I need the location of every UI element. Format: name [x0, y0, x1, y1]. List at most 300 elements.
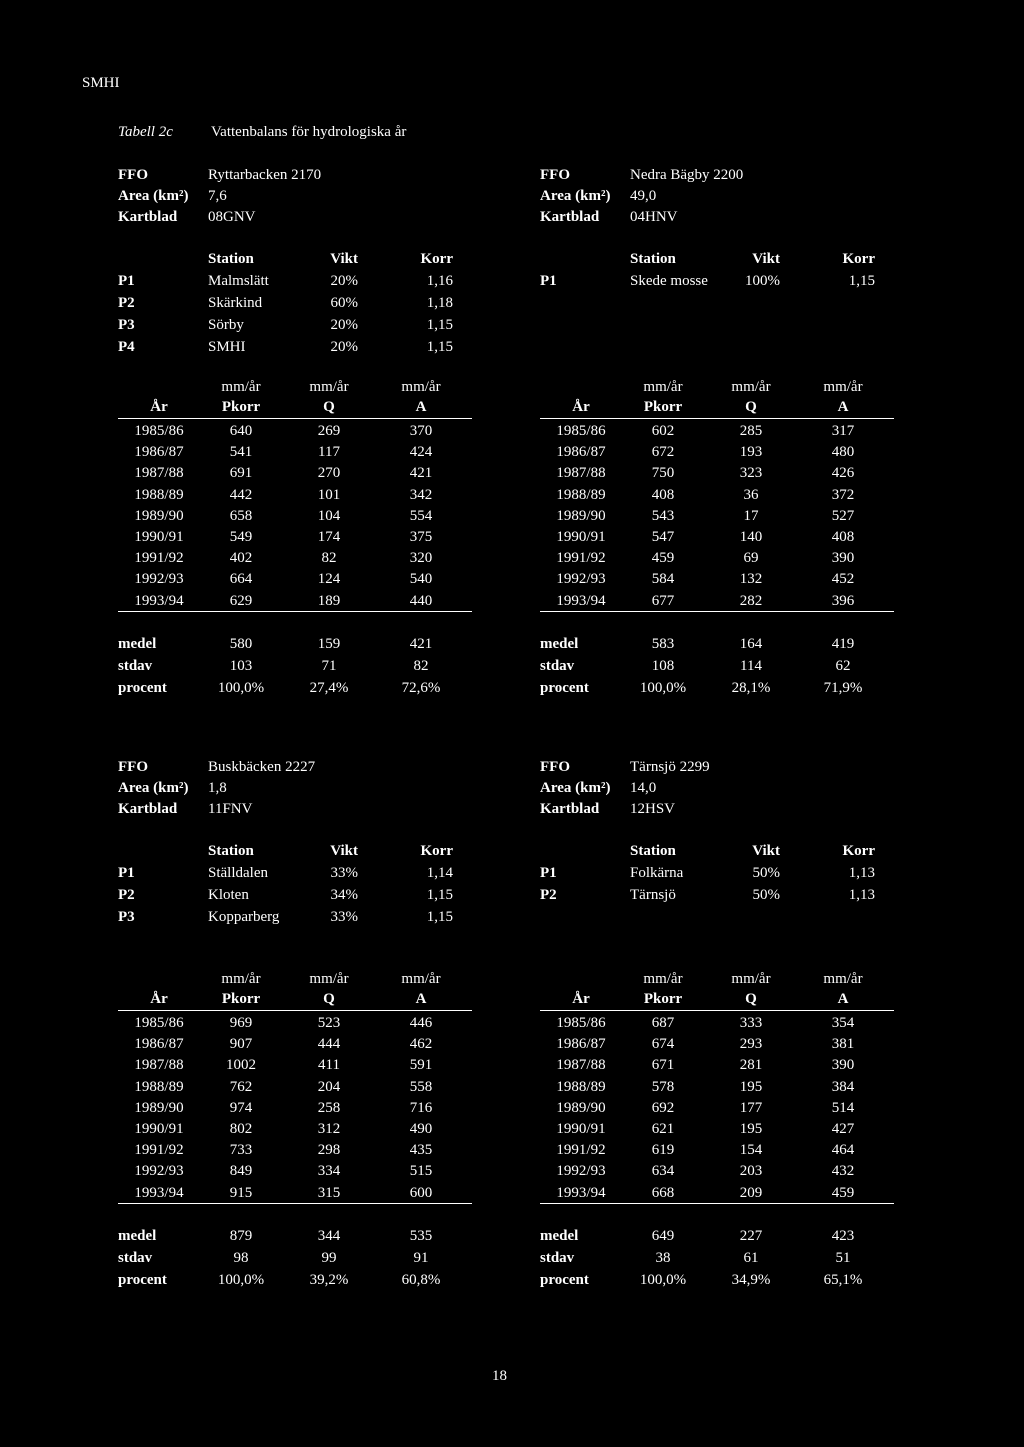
value-cell: 640 — [229, 423, 253, 439]
value-cell: 258 — [317, 1099, 341, 1116]
station-id: P1 — [118, 273, 135, 289]
station-header: Station — [630, 251, 676, 267]
value-cell: 370 — [409, 423, 433, 439]
year-cell: 1985/86 — [134, 423, 184, 439]
year-cell: 1987/88 — [134, 465, 184, 482]
value-cell: 381 — [831, 1036, 855, 1053]
value-cell: 298 — [317, 1142, 341, 1159]
value-cell: 427 — [831, 1121, 855, 1137]
page-number: 18 — [492, 1368, 507, 1384]
station-name: Kopparberg — [208, 909, 280, 925]
value-cell: 442 — [229, 486, 253, 503]
ffo-label: FFO — [118, 167, 148, 183]
korr-header: Korr — [420, 843, 453, 859]
unit-label: mm/år — [309, 971, 349, 987]
value-cell: 462 — [409, 1036, 433, 1053]
station-korr: 1,15 — [426, 909, 453, 925]
summary-label-stdav: stdav — [540, 657, 575, 674]
area-value: 7,6 — [208, 188, 227, 204]
summary-stdav-value: 98 — [233, 1249, 249, 1266]
summary-procent-value: 28,1% — [731, 679, 771, 696]
summary-label-procent: procent — [540, 679, 589, 696]
station-name: Folkärna — [630, 865, 684, 881]
summary-medel-value: 649 — [651, 1227, 675, 1244]
year-cell: 1990/91 — [556, 1121, 606, 1137]
header-rule — [118, 418, 472, 419]
station-name: Ställdalen — [208, 865, 268, 881]
value-cell: 342 — [409, 486, 433, 503]
station-korr: 1,14 — [426, 865, 453, 881]
footer-rule — [118, 611, 472, 612]
ffo-label: FFO — [540, 759, 570, 775]
value-cell: 969 — [229, 1015, 253, 1031]
station-name: Skärkind — [208, 295, 263, 311]
summary-stdav-value: 71 — [321, 657, 337, 674]
year-cell: 1987/88 — [556, 465, 606, 482]
kartblad-value: 12HSV — [630, 801, 676, 817]
value-cell: 674 — [651, 1036, 675, 1053]
summary-procent-value: 100,0% — [217, 679, 265, 696]
value-cell: 558 — [409, 1078, 433, 1095]
station-korr: 1,13 — [848, 887, 875, 903]
value-cell: 408 — [651, 486, 675, 503]
value-cell: 396 — [831, 592, 855, 609]
station-vikt: 50% — [752, 865, 780, 881]
year-cell: 1986/87 — [556, 1036, 606, 1053]
station-name: Malmslätt — [208, 273, 269, 289]
col-header-a: A — [415, 399, 427, 415]
summary-medel-value: 421 — [409, 635, 433, 652]
summary-label-stdav: stdav — [118, 657, 153, 674]
value-cell: 672 — [651, 444, 675, 461]
value-cell: 677 — [651, 592, 675, 609]
korr-header: Korr — [842, 843, 875, 859]
value-cell: 490 — [409, 1121, 433, 1137]
summary-medel-value: 164 — [739, 635, 763, 652]
value-cell: 269 — [317, 423, 341, 439]
value-cell: 849 — [229, 1163, 253, 1180]
station-id: P1 — [118, 865, 135, 881]
col-header-a: A — [837, 399, 849, 415]
unit-label: mm/år — [823, 971, 863, 987]
station-id: P2 — [118, 295, 135, 311]
year-cell: 1986/87 — [556, 444, 606, 461]
value-cell: 452 — [831, 571, 855, 588]
year-cell: 1990/91 — [134, 529, 184, 545]
summary-stdav-value: 103 — [229, 657, 253, 674]
ffo-label: FFO — [540, 167, 570, 183]
value-cell: 384 — [831, 1078, 855, 1095]
korr-header: Korr — [842, 251, 875, 267]
col-header-pkorr: Pkorr — [221, 399, 261, 415]
area-value: 49,0 — [630, 188, 657, 204]
value-cell: 1002 — [226, 1057, 256, 1074]
col-header-pkorr: Pkorr — [221, 991, 261, 1007]
vikt-header: Vikt — [330, 843, 358, 859]
year-cell: 1988/89 — [556, 486, 606, 503]
summary-procent-value: 34,9% — [731, 1271, 771, 1288]
value-cell: 390 — [831, 550, 855, 567]
col-header-ar: År — [572, 991, 590, 1007]
year-cell: 1986/87 — [134, 444, 184, 461]
value-cell: 402 — [229, 550, 253, 567]
header-rule — [118, 1010, 472, 1011]
value-cell: 323 — [739, 465, 763, 482]
summary-procent-value: 39,2% — [309, 1271, 349, 1288]
value-cell: 424 — [409, 444, 433, 461]
value-cell: 514 — [831, 1099, 855, 1116]
value-cell: 602 — [651, 423, 675, 439]
value-cell: 527 — [831, 507, 855, 524]
value-cell: 584 — [651, 571, 675, 588]
summary-label-stdav: stdav — [540, 1249, 575, 1266]
station-name: Skede mosse — [630, 273, 708, 289]
col-header-q: Q — [745, 399, 757, 415]
unit-label: mm/år — [731, 971, 771, 987]
value-cell: 619 — [651, 1142, 675, 1159]
korr-header: Korr — [420, 251, 453, 267]
unit-label: mm/år — [401, 379, 441, 395]
value-cell: 69 — [743, 550, 759, 567]
year-cell: 1989/90 — [134, 507, 184, 524]
kartblad-label: Kartblad — [118, 801, 178, 817]
station-name: Tärnsjö — [630, 887, 676, 903]
summary-stdav-value: 61 — [743, 1249, 759, 1266]
unit-label: mm/år — [221, 971, 261, 987]
station-korr: 1,18 — [426, 295, 453, 311]
value-cell: 82 — [321, 550, 337, 567]
value-cell: 658 — [229, 507, 253, 524]
unit-label: mm/år — [309, 379, 349, 395]
value-cell: 515 — [409, 1163, 433, 1180]
value-cell: 195 — [739, 1078, 763, 1095]
summary-label-stdav: stdav — [118, 1249, 153, 1266]
year-cell: 1985/86 — [556, 1015, 606, 1031]
col-header-ar: År — [572, 399, 590, 415]
station-vikt: 34% — [330, 887, 358, 903]
year-cell: 1985/86 — [134, 1015, 184, 1031]
value-cell: 687 — [651, 1015, 675, 1031]
value-cell: 36 — [743, 486, 759, 503]
summary-procent-value: 60,8% — [401, 1271, 441, 1288]
summary-procent-value: 72,6% — [401, 679, 441, 696]
value-cell: 411 — [318, 1057, 340, 1074]
year-cell: 1992/93 — [556, 571, 606, 588]
station-vikt: 33% — [330, 865, 358, 881]
year-cell: 1992/93 — [556, 1163, 606, 1180]
station-vikt: 20% — [330, 339, 358, 355]
value-cell: 907 — [229, 1036, 253, 1053]
col-header-pkorr: Pkorr — [643, 991, 683, 1007]
summary-medel-value: 583 — [651, 635, 675, 652]
summary-medel-value: 423 — [831, 1227, 855, 1244]
value-cell: 203 — [739, 1163, 763, 1180]
col-header-q: Q — [323, 399, 335, 415]
kartblad-value: 08GNV — [208, 209, 256, 225]
value-cell: 446 — [409, 1015, 433, 1031]
value-cell: 750 — [651, 465, 675, 482]
summary-label-procent: procent — [118, 1271, 167, 1288]
year-cell: 1988/89 — [134, 486, 184, 503]
col-header-a: A — [415, 991, 427, 1007]
summary-procent-value: 65,1% — [823, 1271, 863, 1288]
catchment-panel — [118, 758, 538, 1288]
unit-label: mm/år — [643, 379, 683, 395]
value-cell: 464 — [831, 1142, 855, 1159]
value-cell: 270 — [317, 465, 341, 482]
value-cell: 440 — [409, 592, 433, 609]
summary-stdav-value: 91 — [413, 1249, 429, 1266]
vikt-header: Vikt — [330, 251, 358, 267]
area-label: Area (km²) — [540, 780, 611, 796]
value-cell: 459 — [831, 1184, 855, 1201]
summary-label-procent: procent — [118, 679, 167, 696]
station-id: P3 — [118, 317, 135, 333]
value-cell: 974 — [229, 1099, 253, 1116]
summary-stdav-value: 38 — [655, 1249, 671, 1266]
value-cell: 480 — [831, 444, 855, 461]
value-cell: 554 — [409, 507, 433, 524]
kartblad-label: Kartblad — [540, 209, 600, 225]
value-cell: 354 — [831, 1015, 855, 1031]
station-korr: 1,13 — [848, 865, 875, 881]
value-cell: 17 — [743, 507, 759, 524]
summary-procent-value: 100,0% — [639, 679, 687, 696]
value-cell: 204 — [317, 1078, 341, 1095]
value-cell: 691 — [229, 465, 253, 482]
area-value: 1,8 — [208, 780, 227, 796]
summary-stdav-value: 108 — [651, 657, 675, 674]
station-header: Station — [630, 843, 676, 859]
summary-stdav-value: 51 — [835, 1249, 851, 1266]
area-label: Area (km²) — [118, 780, 189, 796]
kartblad-value: 04HNV — [630, 209, 678, 225]
summary-stdav-value: 99 — [321, 1249, 337, 1266]
value-cell: 320 — [409, 550, 433, 567]
year-cell: 1991/92 — [134, 550, 184, 567]
station-vikt: 100% — [745, 273, 780, 289]
station-vikt: 20% — [330, 317, 358, 333]
value-cell: 195 — [739, 1121, 763, 1137]
summary-medel-value: 344 — [317, 1227, 341, 1244]
value-cell: 334 — [317, 1163, 341, 1180]
vikt-header: Vikt — [752, 251, 780, 267]
vikt-header: Vikt — [752, 843, 780, 859]
station-id: P1 — [540, 273, 557, 289]
value-cell: 315 — [317, 1184, 341, 1201]
value-cell: 716 — [409, 1099, 433, 1116]
col-header-pkorr: Pkorr — [643, 399, 683, 415]
station-header: Station — [208, 251, 254, 267]
value-cell: 629 — [229, 592, 253, 609]
value-cell: 915 — [229, 1184, 253, 1201]
value-cell: 547 — [651, 529, 675, 545]
year-cell: 1991/92 — [556, 1142, 606, 1159]
value-cell: 541 — [229, 444, 253, 461]
year-cell: 1986/87 — [134, 1036, 184, 1053]
value-cell: 177 — [739, 1099, 763, 1116]
year-cell: 1992/93 — [134, 1163, 184, 1180]
value-cell: 591 — [409, 1057, 433, 1074]
value-cell: 209 — [739, 1184, 763, 1201]
catchment-panel — [118, 166, 538, 696]
value-cell: 390 — [831, 1057, 855, 1074]
catchment-name: Buskbäcken 2227 — [208, 759, 316, 775]
value-cell: 193 — [739, 444, 763, 461]
summary-medel-value: 419 — [831, 635, 855, 652]
header-rule — [540, 418, 894, 419]
value-cell: 285 — [739, 423, 763, 439]
col-header-q: Q — [745, 991, 757, 1007]
value-cell: 104 — [317, 507, 341, 524]
station-id: P2 — [118, 887, 135, 903]
summary-procent-value: 71,9% — [823, 679, 863, 696]
value-cell: 293 — [739, 1036, 763, 1053]
value-cell: 333 — [739, 1015, 763, 1031]
value-cell: 408 — [831, 529, 855, 545]
unit-label: mm/år — [823, 379, 863, 395]
station-korr: 1,16 — [426, 273, 453, 289]
year-cell: 1989/90 — [556, 1099, 606, 1116]
value-cell: 543 — [651, 507, 675, 524]
station-name: Sörby — [208, 317, 244, 333]
station-id: P4 — [118, 339, 135, 355]
value-cell: 600 — [409, 1184, 433, 1201]
value-cell: 578 — [651, 1078, 675, 1095]
area-value: 14,0 — [630, 780, 657, 796]
year-cell: 1985/86 — [556, 423, 606, 439]
value-cell: 189 — [317, 592, 341, 609]
summary-procent-value: 27,4% — [309, 679, 349, 696]
year-cell: 1990/91 — [134, 1121, 184, 1137]
value-cell: 671 — [651, 1057, 675, 1074]
catchment-name: Nedra Bägby 2200 — [630, 167, 744, 183]
year-cell: 1989/90 — [556, 507, 606, 524]
kartblad-label: Kartblad — [540, 801, 600, 817]
station-korr: 1,15 — [848, 273, 875, 289]
station-vikt: 20% — [330, 273, 358, 289]
table-id: Tabell 2c — [118, 124, 173, 140]
station-korr: 1,15 — [426, 317, 453, 333]
value-cell: 435 — [409, 1142, 433, 1159]
value-cell: 634 — [651, 1163, 675, 1180]
value-cell: 523 — [317, 1015, 341, 1031]
summary-stdav-value: 62 — [835, 657, 851, 674]
catchment-name: Tärnsjö 2299 — [630, 759, 710, 775]
footer-rule — [118, 1203, 472, 1204]
area-label: Area (km²) — [540, 188, 611, 204]
area-label: Area (km²) — [118, 188, 189, 204]
unit-label: mm/år — [643, 971, 683, 987]
value-cell: 668 — [651, 1184, 675, 1201]
year-cell: 1993/94 — [134, 1184, 184, 1201]
unit-label: mm/år — [731, 379, 771, 395]
footer-rule — [540, 1203, 894, 1204]
station-id: P1 — [540, 865, 557, 881]
catchment-panel — [540, 758, 960, 1288]
year-cell: 1988/89 — [134, 1078, 184, 1095]
station-name: SMHI — [208, 339, 246, 355]
value-cell: 312 — [317, 1121, 341, 1137]
kartblad-value: 11FNV — [208, 801, 253, 817]
org-header: SMHI — [82, 75, 120, 91]
value-cell: 621 — [651, 1121, 675, 1137]
header-rule — [540, 1010, 894, 1011]
value-cell: 540 — [409, 571, 433, 588]
summary-label-medel: medel — [118, 635, 157, 652]
summary-procent-value: 100,0% — [217, 1271, 265, 1288]
station-id: P2 — [540, 887, 557, 903]
ffo-label: FFO — [118, 759, 148, 775]
col-header-q: Q — [323, 991, 335, 1007]
value-cell: 375 — [409, 529, 433, 545]
value-cell: 281 — [739, 1057, 763, 1074]
year-cell: 1991/92 — [556, 550, 606, 567]
value-cell: 101 — [317, 486, 341, 503]
year-cell: 1990/91 — [556, 529, 606, 545]
value-cell: 372 — [831, 486, 855, 503]
col-header-a: A — [837, 991, 849, 1007]
year-cell: 1991/92 — [134, 1142, 184, 1159]
station-vikt: 60% — [330, 295, 358, 311]
unit-label: mm/år — [401, 971, 441, 987]
col-header-ar: År — [150, 991, 168, 1007]
station-korr: 1,15 — [426, 339, 453, 355]
value-cell: 154 — [739, 1142, 763, 1159]
value-cell: 692 — [651, 1099, 675, 1116]
unit-label: mm/år — [221, 379, 261, 395]
summary-medel-value: 879 — [229, 1227, 253, 1244]
value-cell: 733 — [229, 1142, 253, 1159]
station-header: Station — [208, 843, 254, 859]
col-header-ar: År — [150, 399, 168, 415]
summary-medel-value: 580 — [229, 635, 253, 652]
footer-rule — [540, 611, 894, 612]
value-cell: 802 — [229, 1121, 253, 1137]
value-cell: 174 — [317, 529, 341, 545]
year-cell: 1992/93 — [134, 571, 184, 588]
value-cell: 421 — [409, 465, 433, 482]
year-cell: 1993/94 — [556, 592, 606, 609]
station-name: Kloten — [208, 887, 249, 903]
summary-label-medel: medel — [540, 635, 579, 652]
year-cell: 1987/88 — [556, 1057, 606, 1074]
value-cell: 762 — [229, 1078, 253, 1095]
summary-label-medel: medel — [540, 1227, 579, 1244]
summary-stdav-value: 82 — [413, 657, 429, 674]
summary-medel-value: 159 — [317, 635, 341, 652]
value-cell: 664 — [229, 571, 253, 588]
year-cell: 1993/94 — [134, 592, 184, 609]
year-cell: 1987/88 — [134, 1057, 184, 1074]
value-cell: 317 — [831, 423, 855, 439]
value-cell: 117 — [318, 444, 340, 461]
catchment-name: Ryttarbacken 2170 — [208, 167, 322, 183]
value-cell: 549 — [229, 529, 253, 545]
station-korr: 1,15 — [426, 887, 453, 903]
summary-label-procent: procent — [540, 1271, 589, 1288]
year-cell: 1989/90 — [134, 1099, 184, 1116]
year-cell: 1988/89 — [556, 1078, 606, 1095]
value-cell: 124 — [317, 571, 341, 588]
station-id: P3 — [118, 909, 135, 925]
value-cell: 282 — [739, 592, 763, 609]
summary-medel-value: 535 — [409, 1227, 433, 1244]
summary-medel-value: 227 — [739, 1227, 763, 1244]
year-cell: 1993/94 — [556, 1184, 606, 1201]
value-cell: 140 — [739, 529, 763, 545]
value-cell: 132 — [739, 571, 763, 588]
